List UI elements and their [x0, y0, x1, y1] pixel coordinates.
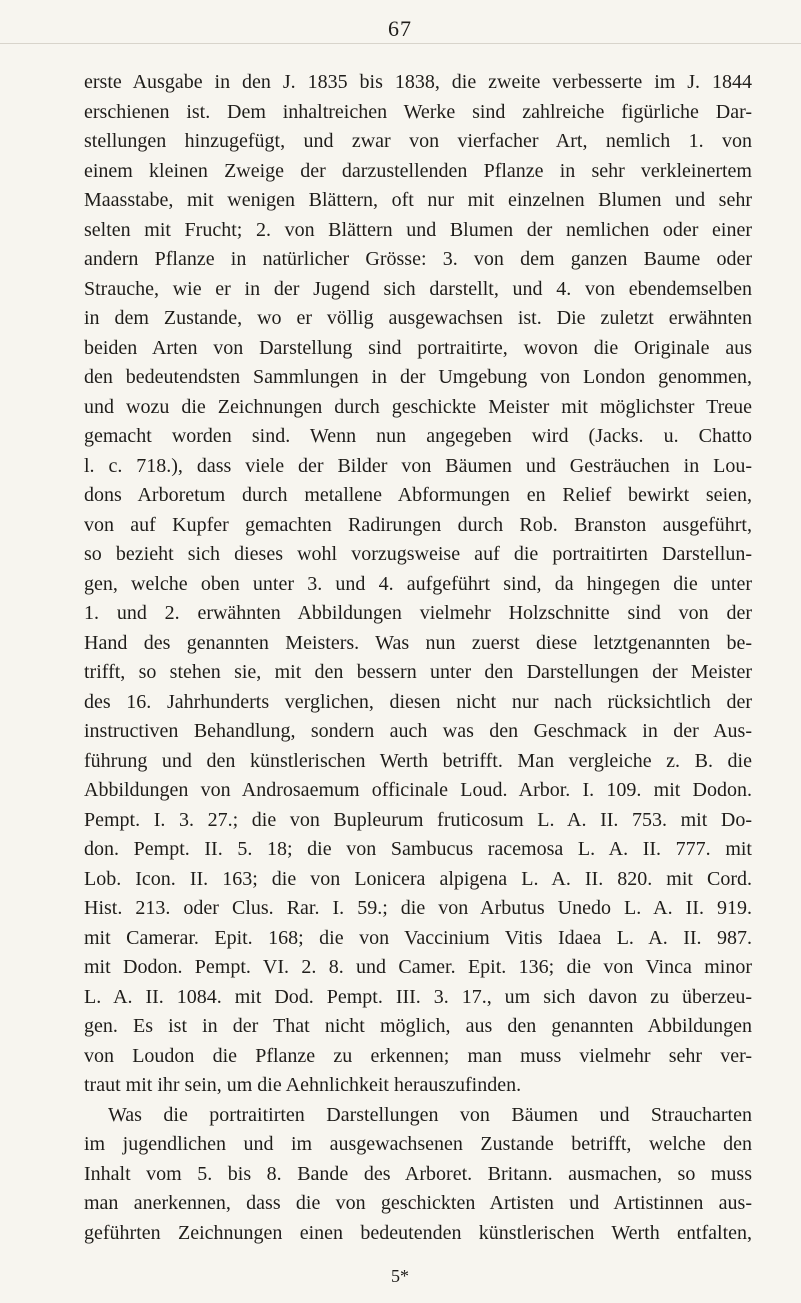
text-line: Hist. 213. oder Clus. Rar. I. 59.; die von Arbutus Unedo L. A. II. 919. [84, 897, 752, 919]
text-line: erschienen ist. Dem inhaltreichen Werke sind zahlreiche figürliche Dar- [84, 100, 752, 123]
text-line: gen. Es ist in der That nicht möglich, aus den genannten Abbildungen [84, 1015, 752, 1037]
text-line: von Loudon die Pflanze zu erkennen; man muss vielmehr sehr ver- [84, 1044, 752, 1067]
text-line: Hand des genannten Meisters. Was nun zuerst diese letztgenannten be- [84, 631, 752, 654]
text-line: Strauche, wie er in der Jugend sich darstellt, und 4. von ebendemselben [84, 277, 752, 300]
text-line: gen, welche oben unter 3. und 4. aufgeführt sind, da hingegen die unter [84, 572, 752, 595]
text-line: Pempt. I. 3. 27.; die von Bupleurum fruticosum L. A. II. 753. mit Do- [84, 808, 752, 831]
text-line: l. c. 718.), dass viele der Bilder von Bäumen und Gesträuchen in Lou- [84, 454, 752, 477]
text-line: andern Pflanze in natürlicher Grösse: 3. von dem ganzen Baume oder [84, 248, 752, 270]
text-line: im jugendlichen und im ausgewachsenen Zustande betrifft, welche den [84, 1133, 752, 1155]
signature-mark: 5* [391, 1266, 409, 1286]
body-text [84, 68, 752, 1248]
text-line: beiden Arten von Darstellung sind portraitirte, wovon die Originale aus [84, 336, 752, 359]
text-line: 1. und 2. erwähnten Abbildungen vielmehr Holzschnitte sind von der [84, 602, 752, 624]
text-line: so bezieht sich dieses wohl vorzugsweise auf die portraitirten Darstellun- [84, 543, 752, 565]
text-line: führung und den künstlerischen Werth betrifft. Man vergleiche z. B. die [84, 749, 752, 772]
text-line: stellungen hinzugefügt, und zwar von vierfacher Art, nemlich 1. von [84, 130, 752, 152]
text-line: man anerkennen, dass die von geschickten Artisten und Artistinnen aus- [84, 1192, 752, 1214]
text-line: instructiven Behandlung, sondern auch was den Geschmack in der Aus- [84, 720, 752, 742]
paragraph-start-line: Was die portraitirten Darstellungen von Bäumen und Straucharten [108, 1103, 752, 1126]
text-line: gemacht worden sind. Wenn nun angegeben wird (Jacks. u. Chatto [84, 425, 752, 447]
text-line: Maasstabe, mit wenigen Blättern, oft nur mit einzelnen Blumen und sehr [84, 189, 752, 211]
text-line: in dem Zustande, wo er völlig ausgewachsen ist. Die zuletzt erwähnten [84, 307, 752, 329]
text-line: von auf Kupfer gemachten Radirungen durch Rob. Branston ausgeführt, [84, 513, 752, 536]
text-line: don. Pempt. II. 5. 18; die von Sambucus racemosa L. A. II. 777. mit [84, 838, 752, 860]
text-line: einem kleinen Zweige der darzustellenden Pflanze in sehr verkleinertem [84, 159, 752, 182]
text-line: Abbildungen von Androsaemum officinale Loud. Arbor. I. 109. mit Dodon. [84, 779, 752, 801]
text-line: des 16. Jahrhunderts verglichen, diesen nicht nur nach rücksichtlich der [84, 690, 752, 713]
page-number: 67 [388, 16, 412, 41]
text-line: mit Camerar. Epit. 168; die von Vaccinium Vitis Idaea L. A. II. 987. [84, 926, 752, 949]
text-line: Lob. Icon. II. 163; die von Lonicera alpigena L. A. II. 820. mit Cord. [84, 867, 752, 890]
text-line: dons Arboretum durch metallene Abformungen en Relief bewirkt seien, [84, 484, 752, 506]
text-line: erste Ausgabe in den J. 1835 bis 1838, die zweite verbesserte im J. 1844 [84, 71, 752, 93]
text-line: geführten Zeichnungen einen bedeutenden künstlerischen Werth entfalten, [84, 1221, 752, 1244]
text-line: den bedeutendsten Sammlungen in der Umgebung von London genommen, [84, 366, 752, 388]
text-line: L. A. II. 1084. mit Dod. Pempt. III. 3. 17., um sich davon zu überzeu- [84, 985, 752, 1008]
text-line: selten mit Frucht; 2. von Blättern und Blumen der nemlichen oder einer [84, 218, 752, 241]
text-line: und wozu die Zeichnungen durch geschickte Meister mit möglichster Treue [84, 395, 752, 418]
header-rule [0, 43, 801, 44]
text-line: trifft, so stehen sie, mit den bessern unter den Darstellungen der Meister [84, 661, 752, 683]
text-line: mit Dodon. Pempt. VI. 2. 8. und Camer. Epit. 136; die von Vinca minor [84, 956, 752, 978]
paragraph-end-line: traut mit ihr sein, um die Aehnlichkeit herauszufinden. [84, 1074, 522, 1096]
text-line: Inhalt vom 5. bis 8. Bande des Arboret. Britann. ausmachen, so muss [84, 1162, 752, 1185]
